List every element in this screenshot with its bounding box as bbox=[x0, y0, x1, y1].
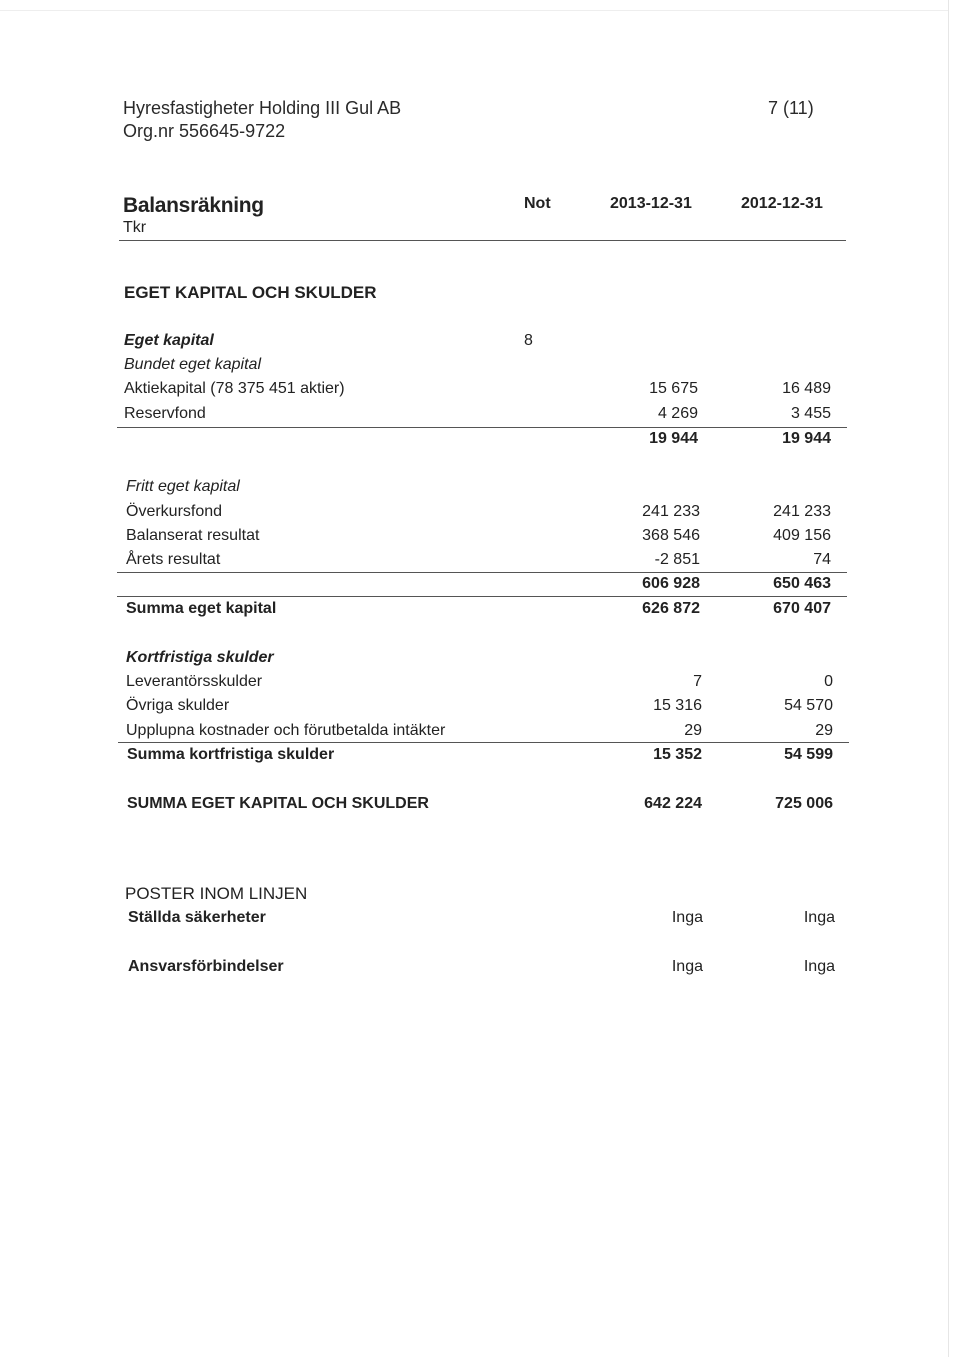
value-2013: Inga bbox=[671, 958, 703, 975]
value-2013: 7 bbox=[693, 673, 702, 690]
column-header-2013: 2013-12-31 bbox=[610, 195, 692, 212]
note-reference: 8 bbox=[524, 332, 533, 349]
value-2013: 19 944 bbox=[649, 430, 698, 447]
value-2012: 725 006 bbox=[775, 795, 833, 812]
page-title: Balansräkning bbox=[123, 194, 264, 217]
bundet-heading-row bbox=[0, 356, 960, 380]
company-name: Hyresfastigheter Holding III Gul AB bbox=[123, 98, 402, 118]
table-row bbox=[0, 909, 960, 933]
value-2013: 15 675 bbox=[649, 380, 698, 397]
column-header-2012: 2012-12-31 bbox=[741, 195, 823, 212]
value-2013: Inga bbox=[671, 909, 703, 926]
fritt-heading: Fritt eget kapital bbox=[126, 478, 240, 495]
value-2012: 670 407 bbox=[773, 600, 831, 617]
value-2012: Inga bbox=[803, 909, 835, 926]
value-2013: 606 928 bbox=[642, 575, 700, 592]
org-number: Org.nr 556645-9722 bbox=[123, 121, 286, 141]
value-2013: 642 224 bbox=[644, 795, 702, 812]
row-label: SUMMA EGET KAPITAL OCH SKULDER bbox=[127, 795, 429, 812]
value-2013: 4 269 bbox=[657, 405, 698, 422]
value-2012: 16 489 bbox=[782, 380, 831, 397]
scan-edge-top bbox=[0, 10, 948, 11]
table-row bbox=[0, 697, 960, 721]
table-row bbox=[0, 673, 960, 697]
row-label: Ansvarsförbindelser bbox=[128, 958, 284, 975]
header-rule bbox=[119, 240, 846, 241]
row-label: Årets resultat bbox=[126, 551, 221, 568]
subtotal-row bbox=[0, 430, 960, 454]
value-2012: 54 570 bbox=[784, 697, 833, 714]
section-title: EGET KAPITAL OCH SKULDER bbox=[124, 283, 377, 302]
value-2012: 54 599 bbox=[784, 746, 833, 763]
total-rule bbox=[117, 596, 847, 597]
page-number: 7 (11) bbox=[768, 98, 814, 118]
table-row bbox=[0, 503, 960, 527]
value-2012: 29 bbox=[815, 722, 833, 739]
value-2012: 74 bbox=[813, 551, 831, 568]
column-header-not: Not bbox=[524, 195, 551, 212]
row-label: Summa eget kapital bbox=[126, 600, 277, 617]
row-label: Upplupna kostnader och förutbetalda intäkter bbox=[126, 722, 446, 739]
value-2013: 29 bbox=[684, 722, 702, 739]
value-2012: 0 bbox=[824, 673, 833, 690]
value-2013: -2 851 bbox=[654, 551, 700, 568]
value-2013: 368 546 bbox=[642, 527, 700, 544]
row-label: Leverantörsskulder bbox=[126, 673, 263, 690]
row-label: Aktiekapital (78 375 451 aktier) bbox=[124, 380, 345, 397]
fritt-heading-row bbox=[0, 478, 960, 502]
row-label: Balanserat resultat bbox=[126, 527, 260, 544]
row-label: Summa kortfristiga skulder bbox=[127, 746, 335, 763]
value-2012: 650 463 bbox=[773, 575, 831, 592]
total-rule bbox=[118, 742, 849, 743]
row-label: Överkursfond bbox=[126, 503, 223, 520]
subtotal-rule bbox=[117, 572, 847, 573]
table-row bbox=[0, 958, 960, 982]
summa-eget-kapital-row bbox=[0, 600, 960, 624]
value-2013: 15 316 bbox=[653, 697, 702, 714]
grand-total-row bbox=[0, 795, 960, 819]
eget-kapital-heading: Eget kapital bbox=[124, 332, 214, 349]
value-2012: Inga bbox=[803, 958, 835, 975]
row-label: Ställda säkerheter bbox=[128, 909, 266, 926]
value-2012: 409 156 bbox=[773, 527, 831, 544]
poster-heading: POSTER INOM LINJEN bbox=[125, 884, 308, 903]
bundet-heading: Bundet eget kapital bbox=[124, 356, 261, 373]
summa-kortfristiga-row bbox=[0, 746, 960, 770]
value-2013: 626 872 bbox=[642, 600, 700, 617]
value-2013: 241 233 bbox=[642, 503, 700, 520]
table-row bbox=[0, 527, 960, 551]
value-2012: 19 944 bbox=[782, 430, 831, 447]
kortfristiga-heading: Kortfristiga skulder bbox=[126, 649, 274, 666]
table-row bbox=[0, 380, 960, 404]
subtotal-rule bbox=[117, 427, 847, 428]
row-label: Reservfond bbox=[124, 405, 206, 422]
kortfristiga-heading-row bbox=[0, 649, 960, 673]
eget-kapital-heading-row bbox=[0, 332, 960, 356]
value-2013: 15 352 bbox=[653, 746, 702, 763]
value-2012: 241 233 bbox=[773, 503, 831, 520]
unit-label: Tkr bbox=[123, 219, 147, 236]
table-row bbox=[0, 405, 960, 429]
value-2012: 3 455 bbox=[790, 405, 831, 422]
row-label: Övriga skulder bbox=[126, 697, 230, 714]
